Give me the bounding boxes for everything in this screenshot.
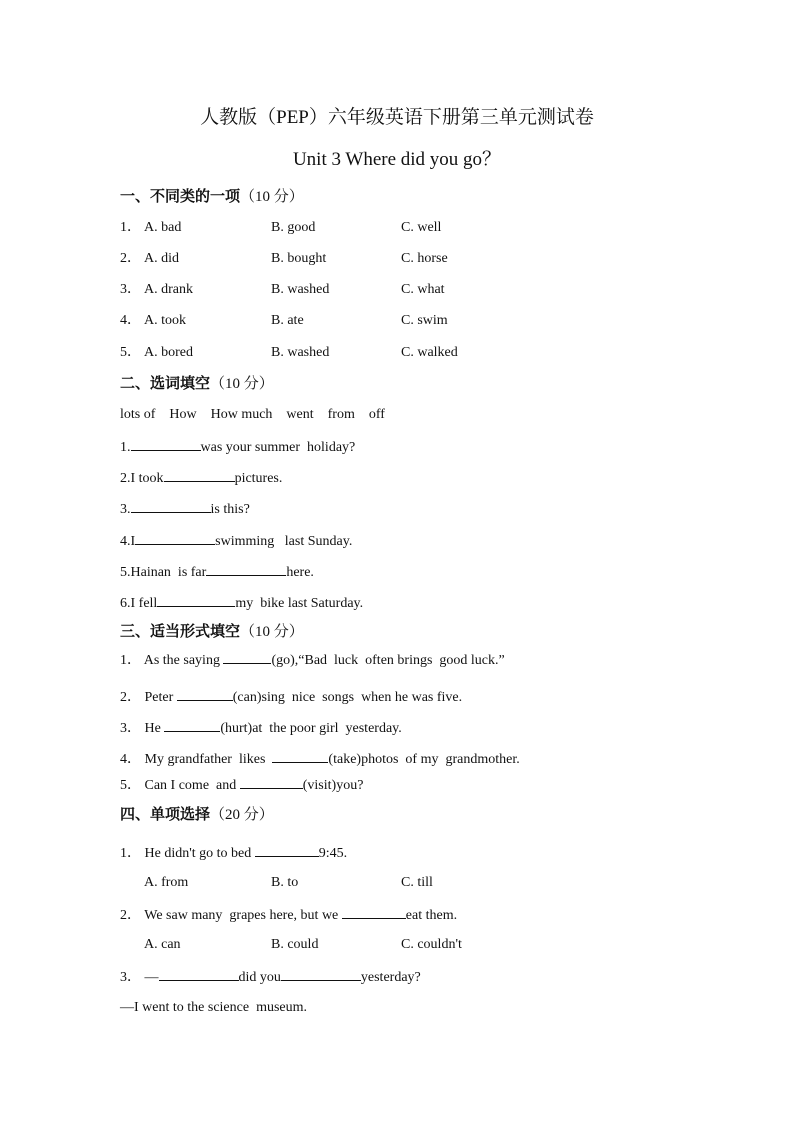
option-b: B. bought xyxy=(271,251,327,266)
answer-blank[interactable] xyxy=(177,687,233,701)
section-heading: 一、不同类的一项（10 分） xyxy=(120,187,304,205)
answer-blank[interactable] xyxy=(164,468,235,482)
option-c: C. horse xyxy=(401,251,448,266)
option-c: C. well xyxy=(401,220,442,235)
answer-blank[interactable] xyxy=(164,718,220,732)
dialogue-answer: —I went to the science museum. xyxy=(120,1000,308,1015)
option-a: A. did xyxy=(144,251,179,266)
option-a: A. bored xyxy=(144,345,193,360)
fill-item: 5． Can I come and (visit)you? xyxy=(120,775,363,795)
option-a: A. can xyxy=(144,937,181,952)
answer-blank[interactable] xyxy=(206,562,286,576)
fill-item: 3． He (hurt)at the poor girl yesterday. xyxy=(120,718,402,738)
choice-question: 1． He didn't go to bed 9:45. xyxy=(120,843,347,863)
section-heading: 二、选词填空（10 分） xyxy=(120,374,274,392)
choice-question: 3． — did you yesterday? xyxy=(120,967,421,987)
answer-blank[interactable] xyxy=(135,531,215,545)
answer-blank[interactable] xyxy=(342,905,406,919)
answer-blank[interactable] xyxy=(131,499,211,513)
option-a: A. took xyxy=(144,313,186,328)
answer-blank[interactable] xyxy=(272,749,328,763)
question-number: 5． xyxy=(120,345,141,360)
option-b: B. ate xyxy=(271,313,304,328)
section-heading: 四、单项选择（20 分） xyxy=(120,805,274,823)
option-b: B. washed xyxy=(271,345,330,360)
page-subtitle: Unit 3 Where did you go？ xyxy=(292,149,502,170)
option-a: A. drank xyxy=(144,282,193,297)
fill-item: 6.I fell my bike last Saturday. xyxy=(120,593,363,613)
option-c: C. walked xyxy=(401,345,458,360)
option-c: C. couldn't xyxy=(401,937,462,952)
question-number: 3． xyxy=(120,282,141,297)
section-heading: 三、适当形式填空（10 分） xyxy=(120,622,304,640)
answer-blank[interactable] xyxy=(240,775,303,789)
option-c: C. what xyxy=(401,282,445,297)
fill-item: 5.Hainan is far here. xyxy=(120,562,314,582)
answer-blank[interactable] xyxy=(159,967,239,981)
answer-blank[interactable] xyxy=(281,967,361,981)
fill-item: 4.I swimming last Sunday. xyxy=(120,531,352,551)
fill-item: 2.I took pictures. xyxy=(120,468,282,488)
option-b: B. washed xyxy=(271,282,330,297)
option-c: C. till xyxy=(401,875,433,890)
option-b: B. good xyxy=(271,220,316,235)
question-number: 1． xyxy=(120,220,141,235)
question-number: 4． xyxy=(120,313,141,328)
answer-blank[interactable] xyxy=(131,437,201,451)
fill-item: 1. was your summer holiday? xyxy=(120,437,355,457)
option-a: A. from xyxy=(144,875,189,890)
fill-item: 4． My grandfather likes (take)photos of my grandmother. xyxy=(120,749,520,769)
page-title: 人教版（PEP）六年级英语下册第三单元测试卷 xyxy=(200,107,594,128)
choice-question: 2． We saw many grapes here, but we eat them. xyxy=(120,905,457,925)
answer-blank[interactable] xyxy=(157,593,235,607)
fill-item: 3. is this? xyxy=(120,499,250,519)
question-number: 2． xyxy=(120,251,141,266)
fill-item: 1． As the saying (go),“Bad luck often brings good luck.” xyxy=(120,650,505,670)
fill-item: 2． Peter (can)sing nice songs when he was five. xyxy=(120,687,462,707)
answer-blank[interactable] xyxy=(223,650,271,664)
option-b: B. to xyxy=(271,875,299,890)
option-a: A. bad xyxy=(144,220,182,235)
option-b: B. could xyxy=(271,937,319,952)
word-bank: lots of How How much went from off xyxy=(120,407,385,422)
answer-blank[interactable] xyxy=(255,843,319,857)
option-c: C. swim xyxy=(401,313,448,328)
